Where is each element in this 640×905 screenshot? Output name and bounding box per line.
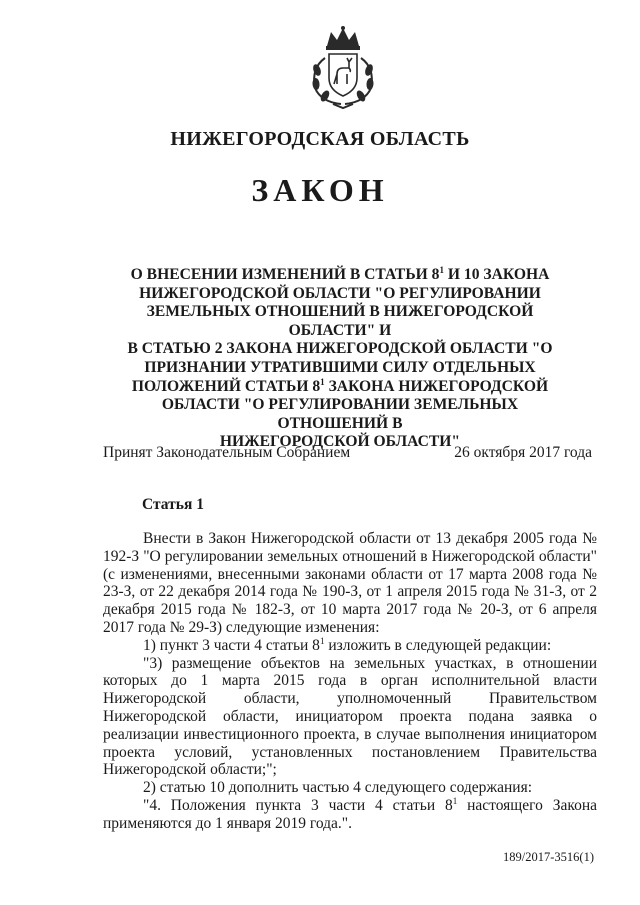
law-title-line bbox=[110, 266, 570, 285]
law-title-line: ПРИЗНАНИИ УТРАТИВШИМИ СИЛУ ОТДЕЛЬНЫХ bbox=[144, 358, 536, 376]
law-title-text: ПОЛОЖЕНИЙ СТАТЬИ 8 bbox=[131, 377, 321, 395]
law-title-line: НИЖЕГОРОДСКОЙ ОБЛАСТИ" bbox=[219, 433, 461, 451]
amendment-text: 1) пункт 3 части 4 статьи 8 bbox=[143, 636, 320, 654]
law-title-line: В СТАТЬЮ 2 ЗАКОНА НИЖЕГОРОДСКОЙ ОБЛАСТИ "О bbox=[127, 340, 553, 358]
law-title-line: ОБЛАСТИ "О РЕГУЛИРОВАНИИ ЗЕМЕЛЬНЫХ ОТНОШЕНИЙ В bbox=[161, 396, 519, 432]
region-heading: НИЖЕГОРОДСКАЯ ОБЛАСТЬ bbox=[170, 128, 470, 150]
adopted-by-label: Принят Законодательным Собранием bbox=[103, 444, 351, 461]
law-title-text: ЗАКОНА НИЖЕГОРОДСКОЙ bbox=[324, 377, 549, 395]
superscript: 1 bbox=[452, 795, 458, 806]
amendment-item-2-quote bbox=[103, 797, 597, 833]
amendment-text: "4. Положения пункта 3 части 4 статьи 8 bbox=[143, 796, 453, 814]
amendment-item-1 bbox=[103, 637, 597, 655]
coat-of-arms-emblem bbox=[303, 24, 383, 110]
amendment-text: изложить в следующей редакции: bbox=[324, 636, 552, 654]
law-heading: ЗАКОН bbox=[251, 172, 389, 208]
superscript: 1 bbox=[319, 635, 325, 646]
article-body bbox=[103, 530, 597, 833]
amendment-item-2: 2) статью 10 дополнить частью 4 следующего содержания: bbox=[143, 779, 533, 797]
superscript: 1 bbox=[439, 264, 444, 275]
law-title-line: НИЖЕГОРОДСКОЙ ОБЛАСТИ "О РЕГУЛИРОВАНИИ bbox=[139, 284, 541, 302]
article-heading: Статья 1 bbox=[142, 496, 204, 513]
amendment-item-1-quote: "3) размещение объектов на земельных участках, в отношении которых до 1 марта 2015 года в орган исполнительной власти Нижегородской области, уполномоченный Правительством Нижегородской области, инициатором проекта подана заявка о реализации инвестиционного проекта, в случае выполнения инициатором проекта условий, установленных постановлением Правительства Нижегородской области;"; bbox=[103, 654, 597, 779]
document-number: 189/2017-3516(1) bbox=[503, 850, 594, 864]
law-title bbox=[110, 266, 570, 452]
amendment-text: настоящего Закона применяются до 1 января 2019 года.". bbox=[103, 796, 598, 832]
superscript: 1 bbox=[320, 376, 325, 387]
adoption-date: 26 октября 2017 года bbox=[454, 444, 592, 461]
law-title-text: И 10 ЗАКОНА bbox=[443, 266, 550, 283]
article-intro-paragraph: Внести в Закон Нижегородской области от 13 декабря 2005 года № 192-З "О регулировании земельных отношений в Нижегородской области" (с изменениями, внесенными законами области от 17 марта 2008 года № 23-З, от 22 декабря 2014 года № 190-З, от 1 апреля 2015 года № 31-З, от 2 декабря 2015 года № 182-З, от 10 марта 2017 года № 20-З, от 6 апреля 2017 года № 29-З) следующие изменения: bbox=[103, 530, 597, 636]
law-title-line bbox=[110, 378, 570, 397]
law-title-line: ЗЕМЕЛЬНЫХ ОТНОШЕНИЙ В НИЖЕГОРОДСКОЙ ОБЛАСТИ" И bbox=[146, 303, 534, 339]
law-title-text: О ВНЕСЕНИИ ИЗМЕНЕНИЙ В СТАТЬИ 8 bbox=[130, 266, 440, 283]
